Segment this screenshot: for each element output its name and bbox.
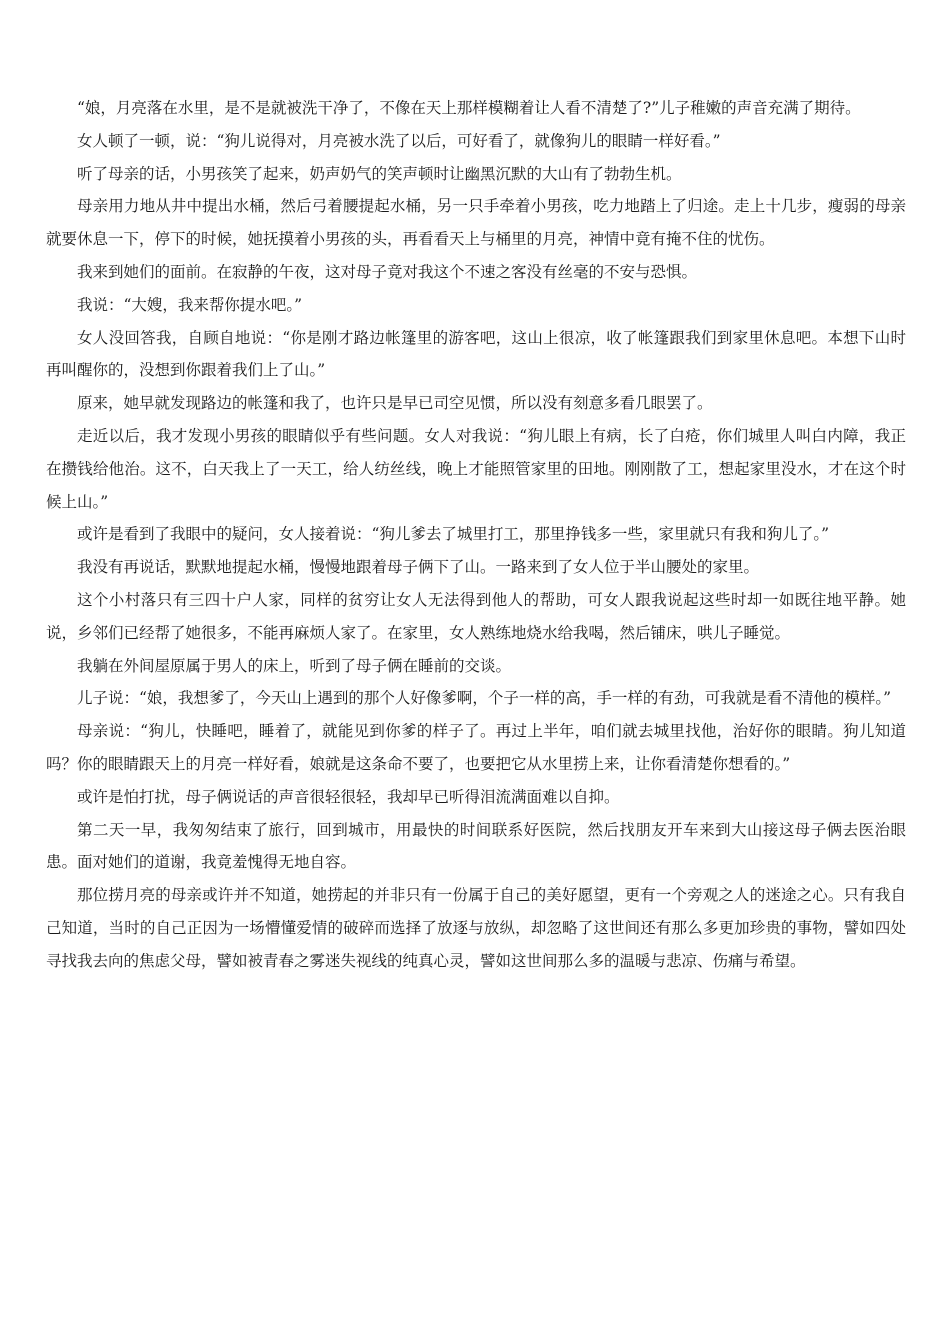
- paragraph: 母亲用力地从井中提出水桶，然后弓着腰提起水桶，另一只手牵着小男孩，吃力地踏上了归途。走上十几步，瘦弱的母亲就要休息一下，停下的时候，她抚摸着小男孩的头，再看看天上与桶里的月亮，神情中竟有掩不住的忧伤。: [46, 197, 906, 249]
- paragraph: 原来，她早就发现路边的帐篷和我了，也许只是早已司空见惯，所以没有刻意多看几眼罢了。: [77, 394, 713, 413]
- paragraph: 儿子说：“娘，我想爹了，今天山上遇到的那个人好像爹啊，个子一样的高，手一样的有劲，可我就是看不清他的模样。”: [77, 689, 892, 708]
- paragraph: 听了母亲的话，小男孩笑了起来，奶声奶气的笑声顿时让幽黑沉默的大山有了勃勃生机。: [77, 164, 682, 183]
- paragraph: 我来到她们的面前。在寂静的午夜，这对母子竟对我这个不速之客没有丝毫的不安与恐惧。: [77, 262, 698, 281]
- paragraph: “娘，月亮落在水里，是不是就被洗干净了，不像在天上那样模糊着让人看不清楚了?”儿子稚嫩的声音充满了期待。: [77, 99, 861, 117]
- paragraph: 那位捞月亮的母亲或许并不知道，她捞起的并非只有一份属于自己的美好愿望，更有一个旁观之人的迷途之心。只有我自己知道，当时的自己正因为一场懵懂爱情的破碎而选择了放逐与放纵，却忽略了这世间还有那么多更加珍贵的事物，譬如四处寻找我去向的焦虑父母，譬如被青春之雾迷失视线的纯真心灵，譬如这世间那么多的温暖与悲凉、伤痛与希望。: [46, 886, 906, 970]
- paragraph: 走近以后，我才发现小男孩的眼睛似乎有些问题。女人对我说：“狗儿眼上有病，长了白疮，你们城里人叫白内障，我正在攒钱给他治。这不，白天我上了一天工，给人纺丝线，晚上才能照管家里的田地。刚刚散了工，想起家里没水，才在这个时候上山。”: [46, 426, 906, 511]
- paragraph: 女人没回答我，自顾自地说：“你是刚才路边帐篷里的游客吧，这山上很凉，收了帐篷跟我们到家里休息吧。本想下山时再叫醒你的，没想到你跟着我们上了山。”: [46, 328, 906, 380]
- paragraph: 这个小村落只有三四十户人家，同样的贫穷让女人无法得到他人的帮助，可女人跟我说起这些时却一如既往地平静。她说，乡邻们已经帮了她很多，不能再麻烦人家了。在家里，女人熟练地烧水给我喝，然后铺床，哄儿子睡觉。: [46, 590, 906, 642]
- paragraph: 我说：“大嫂，我来帮你提水吧。”: [77, 295, 303, 314]
- paragraph: 女人顿了一顿，说：“狗儿说得对，月亮被水洗了以后，可好看了，就像狗儿的眼睛一样好看。”: [77, 131, 721, 150]
- paragraph: 或许是看到了我眼中的疑问，女人接着说：“狗儿爹去了城里打工，那里挣钱多一些，家里就只有我和狗儿了。”: [77, 525, 830, 544]
- paragraph: 我躺在外间屋原属于男人的床上，听到了母子俩在睡前的交谈。: [77, 656, 512, 675]
- paragraph: 第二天一早，我匆匆结束了旅行，回到城市，用最快的时间联系好医院，然后找朋友开车来到大山接这母子俩去医治眼患。面对她们的道谢，我竟羞愧得无地自容。: [46, 820, 906, 872]
- paragraph: 我没有再说话，默默地提起水桶，慢慢地跟着母子俩下了山。一路来到了女人位于半山腰处的家里。: [77, 558, 760, 577]
- paragraph: 或许是怕打扰，母子俩说话的声音很轻很轻，我却早已听得泪流满面难以自抑。: [77, 787, 620, 806]
- paragraph: 母亲说：“狗儿，快睡吧，睡着了，就能见到你爹的样子了。再过上半年，咱们就去城里找他，治好你的眼睛。狗儿知道吗？你的眼睛跟天上的月亮一样好看，娘就是这条命不要了，也要把它从水里捞上来，让你看清楚你想看的。”: [46, 722, 906, 773]
- article-body: [46, 92, 906, 978]
